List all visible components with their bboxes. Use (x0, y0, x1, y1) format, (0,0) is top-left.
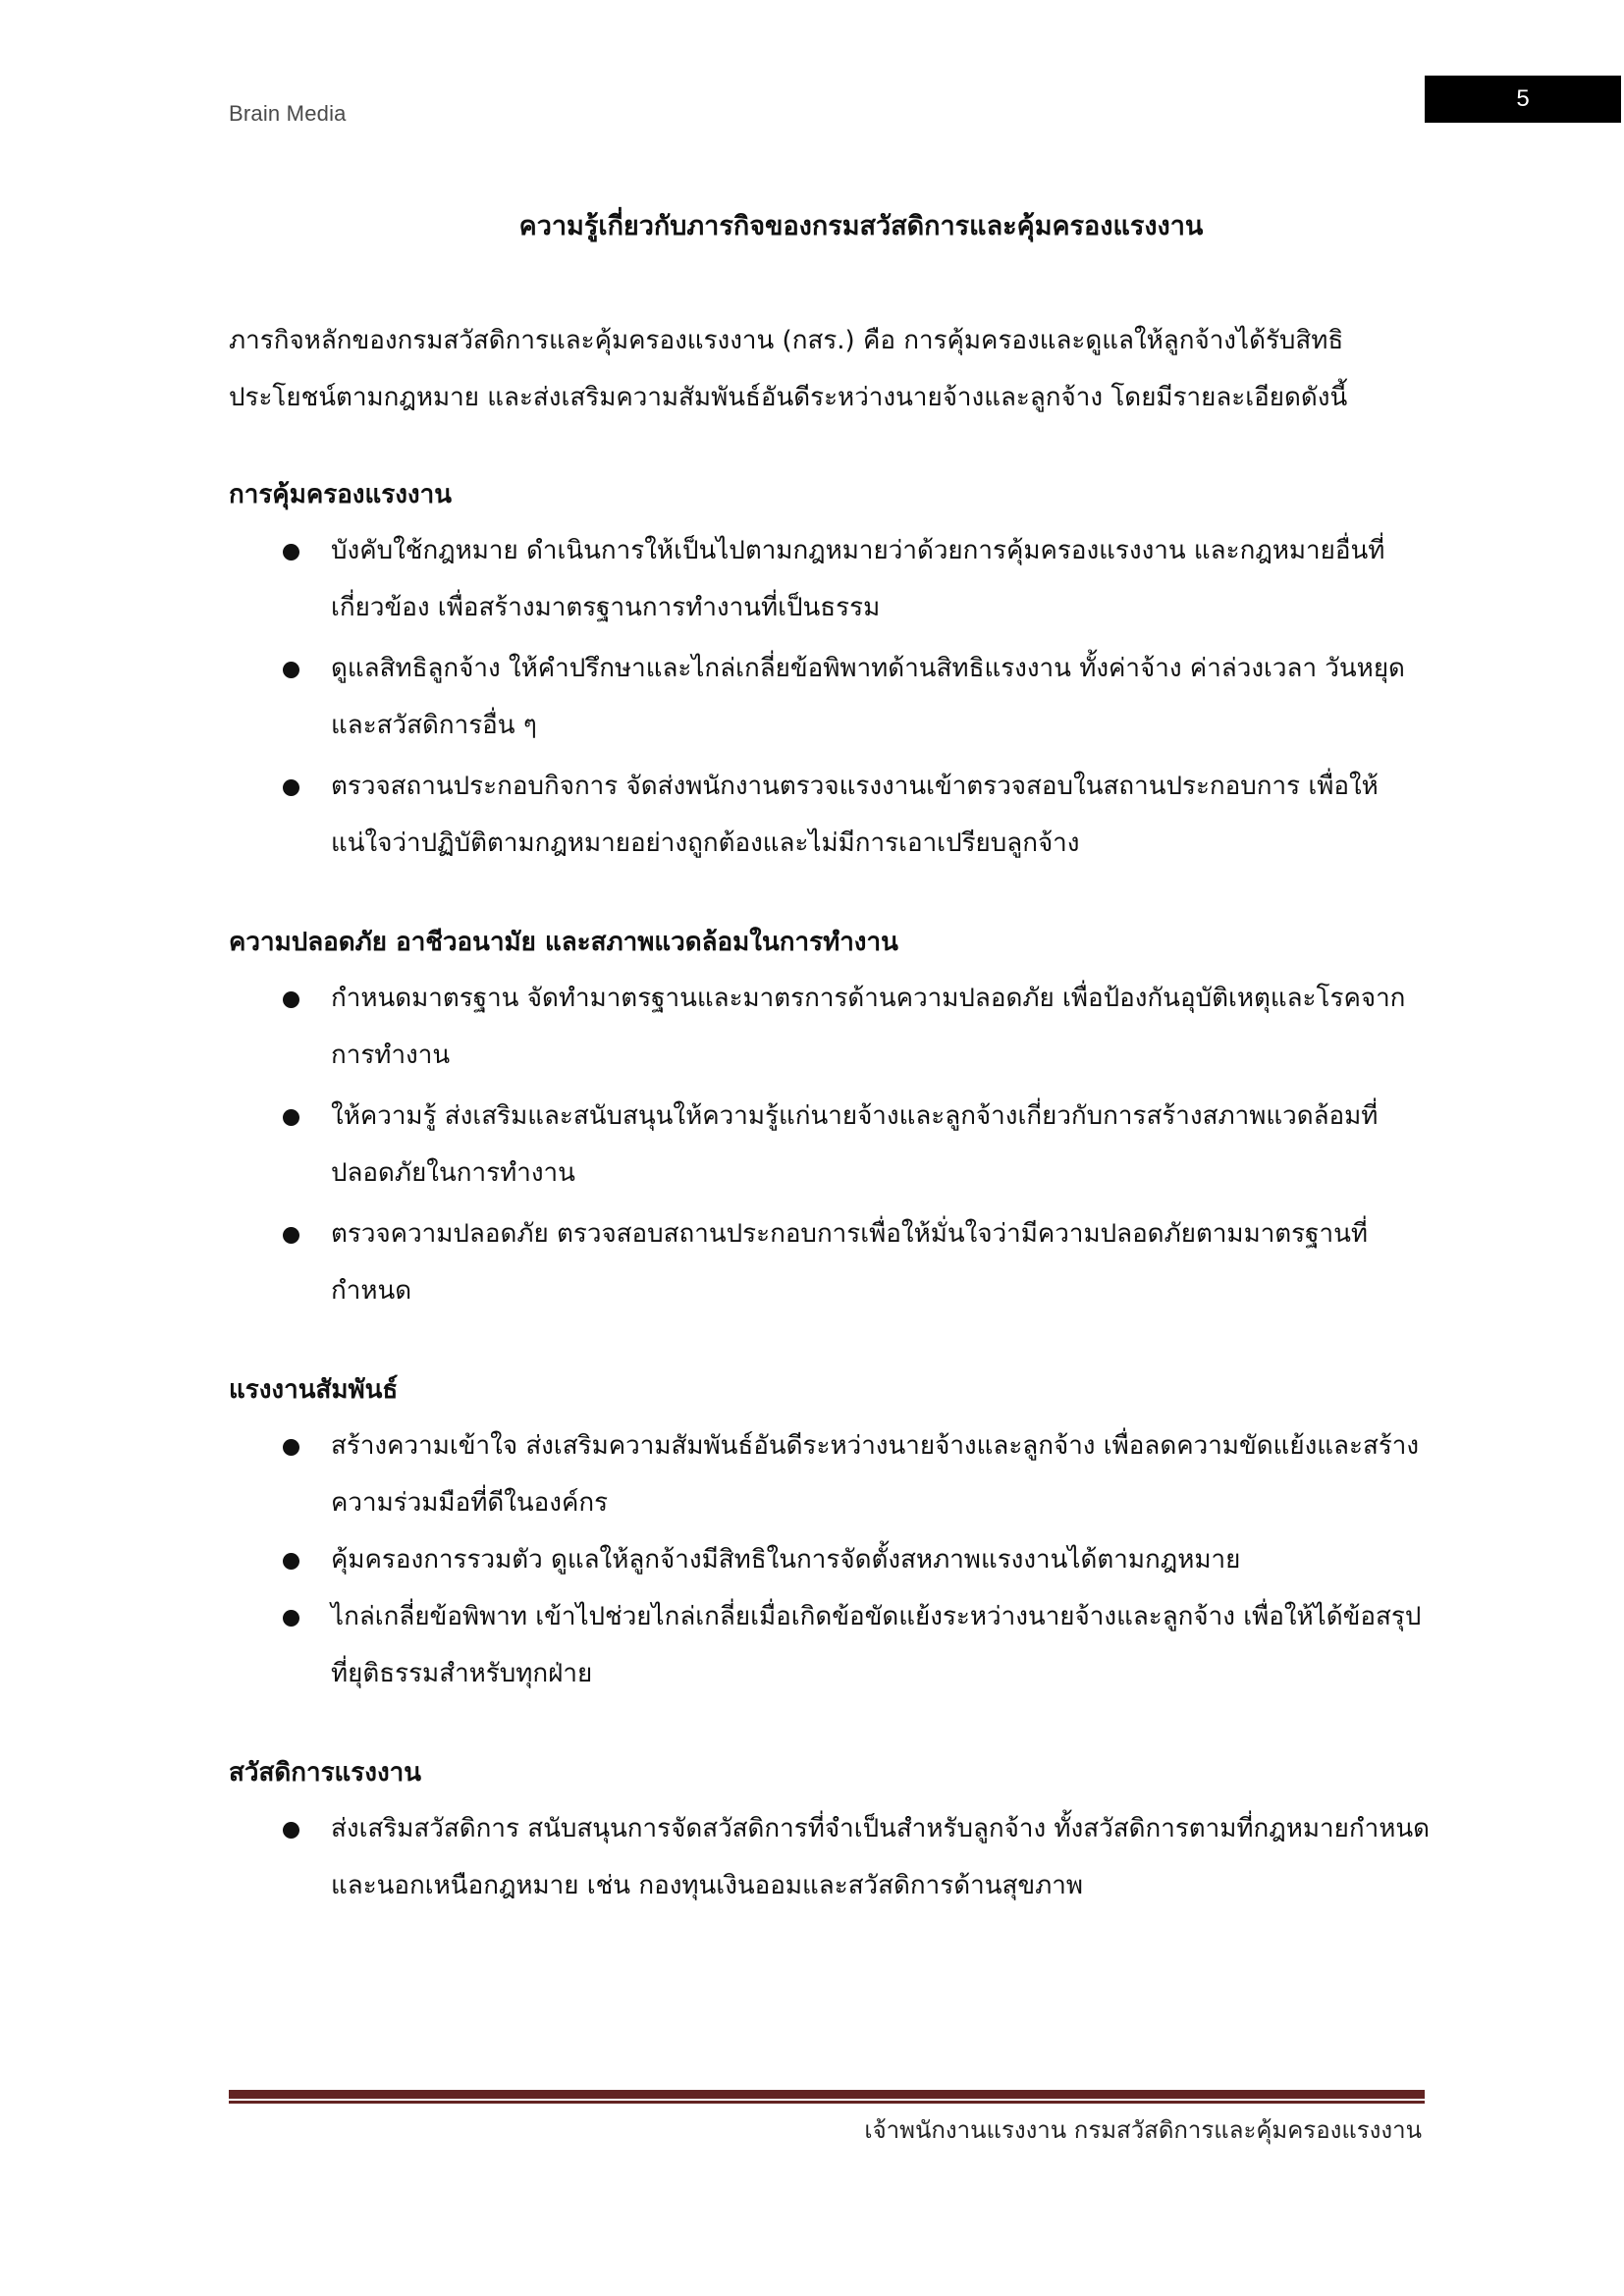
list-item (229, 522, 1436, 636)
bullet-list (229, 1800, 1436, 1914)
list-item-text: สร้างความเข้าใจ ส่งเสริมความสัมพันธ์อันดีระหว่างนายจ้างและลูกจ้าง เพื่อลดความขัดแย้งและสร้างความร่วมมือที่ดีในองค์กร (331, 1431, 1420, 1518)
footer-divider-thick (229, 2090, 1425, 2099)
section-heading: ความปลอดภัย อาชีวอนามัย และสภาพแวดล้อมในการทำงาน (229, 928, 898, 957)
publisher-name: Brain Media (229, 101, 347, 126)
bullet-icon (283, 1553, 299, 1570)
list-item-text: ไกล่เกลี่ยข้อพิพาท เข้าไปช่วยไกล่เกลี่ยเมื่อเกิดข้อขัดแย้งระหว่างนายจ้างและลูกจ้าง เพื่อให้ได้ข้อสรุปที่ยุติธรรมสำหรับทุกฝ่าย (331, 1602, 1422, 1688)
section-heading: การคุ้มครองแรงงาน (229, 480, 452, 509)
list-item (229, 1417, 1436, 1531)
bullet-list (229, 970, 1436, 1319)
list-item (229, 1205, 1436, 1319)
bullet-icon (283, 662, 299, 678)
section-heading: สวัสดิการแรงงาน (229, 1758, 422, 1788)
list-item-text: กำหนดมาตรฐาน จัดทำมาตรฐานและมาตรการด้านความปลอดภัย เพื่อป้องกันอุบัติเหตุและโรคจากการทำงาน (331, 984, 1406, 1070)
list-item-text: ส่งเสริมสวัสดิการ สนับสนุนการจัดสวัสดิการที่จำเป็นสำหรับลูกจ้าง ทั้งสวัสดิการตามที่กฎหมายกำหนดและนอกเหนือกฎหมาย เช่น กองทุนเงินออมและสวัสดิการด้านสุขภาพ (331, 1814, 1430, 1900)
list-item (229, 1588, 1436, 1702)
bullet-list (229, 522, 1436, 872)
list-item-text: ดูแลสิทธิลูกจ้าง ให้คำปรึกษาและไกล่เกลี่ยข้อพิพาทด้านสิทธิแรงงาน ทั้งค่าจ้าง ค่าล่วงเวลา วันหยุด และสวัสดิการอื่น ๆ (331, 654, 1405, 740)
bullet-icon (283, 779, 299, 796)
list-item (229, 1088, 1436, 1201)
list-item (229, 1800, 1436, 1914)
section-labor-protection (229, 475, 1436, 872)
list-item-text: ตรวจความปลอดภัย ตรวจสอบสถานประกอบการเพื่อให้มั่นใจว่ามีความปลอดภัยตามมาตรฐานที่กำหนด (331, 1219, 1369, 1306)
list-item (229, 970, 1436, 1084)
footer-text: เจ้าพนักงานแรงงาน กรมสวัสดิการและคุ้มครองแรงงาน (864, 2116, 1422, 2144)
bullet-list (229, 1417, 1436, 1702)
intro-paragraph: ภารกิจหลักของกรมสวัสดิการและคุ้มครองแรงงาน (กสร.) คือ การคุ้มครองและดูแลให้ลูกจ้างได้รับสิทธิประโยชน์ตามกฎหมาย และส่งเสริมความสัมพันธ์อันดีระหว่างนายจ้างและลูกจ้าง โดยมีรายละเอียดดังนี้ (229, 326, 1348, 412)
page-number: 5 (1516, 85, 1530, 112)
section-labor-welfare (229, 1753, 1436, 1914)
list-item-text: คุ้มครองการรวมตัว ดูแลให้ลูกจ้างมีสิทธิในการจัดตั้งสหภาพแรงงานได้ตามกฎหมาย (331, 1545, 1241, 1575)
section-labor-relations (229, 1370, 1436, 1702)
list-item (229, 1531, 1436, 1588)
footer-divider-thin (229, 2101, 1425, 2104)
section-occupational-safety (229, 923, 1436, 1319)
bullet-icon (283, 1822, 299, 1839)
bullet-icon (283, 1439, 299, 1456)
list-item-text: ตรวจสถานประกอบกิจการ จัดส่งพนักงานตรวจแรงงานเข้าตรวจสอบในสถานประกอบการ เพื่อให้แน่ใจว่าปฏิบัติตามกฎหมายอย่างถูกต้องและไม่มีการเอาเปรียบลูกจ้าง (331, 772, 1379, 858)
bullet-icon (283, 1109, 299, 1126)
bullet-icon (283, 1227, 299, 1244)
list-item-text: ให้ความรู้ ส่งเสริมและสนับสนุนให้ความรู้แก่นายจ้างและลูกจ้างเกี่ยวกับการสร้างสภาพแวดล้อมที่ปลอดภัยในการทำงาน (331, 1101, 1379, 1188)
section-heading: แรงงานสัมพันธ์ (229, 1375, 399, 1405)
bullet-icon (283, 1610, 299, 1627)
page-number-box (1425, 76, 1621, 123)
document-body (229, 312, 1436, 1918)
list-item-text: บังคับใช้กฎหมาย ดำเนินการให้เป็นไปตามกฎหมายว่าด้วยการคุ้มครองแรงงาน และกฎหมายอื่นที่เกี่ยวข้อง เพื่อสร้างมาตรฐานการทำงานที่เป็นธรรม (331, 536, 1385, 622)
page-title: ความรู้เกี่ยวกับภารกิจของกรมสวัสดิการและคุ้มครองแรงงาน (518, 211, 1204, 241)
bullet-icon (283, 991, 299, 1008)
bullet-icon (283, 544, 299, 561)
list-item (229, 758, 1436, 872)
list-item (229, 640, 1436, 754)
